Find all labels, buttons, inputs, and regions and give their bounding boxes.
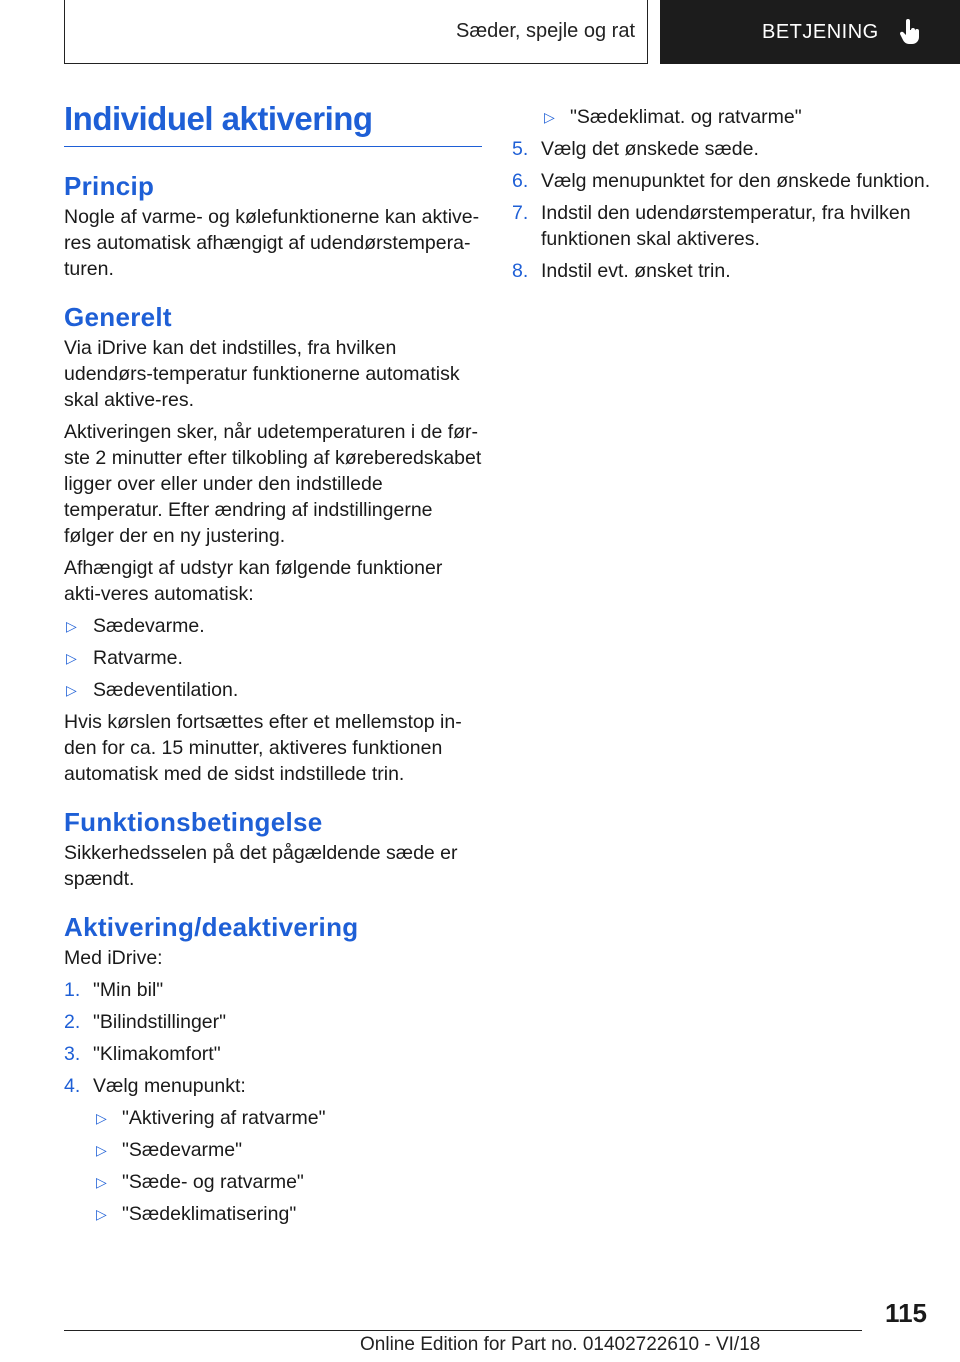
list-item: 1. "Min bil" xyxy=(64,979,164,1001)
list-item: 8. Indstil evt. ønsket trin. xyxy=(512,260,731,282)
heading-funktionsbetingelse: Funktionsbetingelse xyxy=(64,807,323,837)
list-item: 5. Vælg det ønskede sæde. xyxy=(512,138,759,160)
generelt-paragraph-4: Hvis kørslen fortsættes efter et mellemstop in-den for ca. 15 minutter, aktiveres funktionen automatisk med de sidst indstillede trin. xyxy=(64,711,462,785)
generelt-paragraph-2: Aktiveringen sker, når udetemperaturen i de før-ste 2 minutter efter tilkobling af køreberedskabet ligger over eller under den indstillede temperatur. Efter ændring af indstillingerne følger der en ny justering. xyxy=(64,421,482,547)
list-item: 7. Indstil den udendørstemperatur, fra hvilken funktionen skal aktiveres. xyxy=(512,202,911,250)
list-item: 2. "Bilindstillinger" xyxy=(64,1011,227,1033)
list-item: ▷ "Sædeklimat. og ratvarme" xyxy=(544,106,802,128)
heading-aktivering: Aktivering/deaktivering xyxy=(64,912,359,942)
menu-options-list-cont xyxy=(512,104,932,130)
header-chapter-title: BETJENING xyxy=(762,20,879,43)
list-item: ▷ Sædeventilation. xyxy=(66,679,239,701)
page-title: Individuel aktivering xyxy=(64,100,482,147)
triangle-bullet-icon: ▷ xyxy=(66,682,77,698)
list-item: ▷ "Aktivering af ratvarme" xyxy=(96,1107,326,1129)
funktionsbetingelse-text: Sikkerhedsselen på det pågældende sæde er spændt. xyxy=(64,842,458,890)
generelt-paragraph-1: Via iDrive kan det indstilles, fra hvilken udendørs-temperatur funktionerne automatisk skal aktive-res. xyxy=(64,337,460,411)
list-item: ▷ "Sædevarme" xyxy=(96,1139,243,1161)
generelt-paragraph-3: Afhængigt af udstyr kan følgende funktioner akti-veres automatisk: xyxy=(64,557,443,605)
steps-list-cont xyxy=(512,136,932,284)
function-list xyxy=(64,613,482,703)
triangle-bullet-icon: ▷ xyxy=(96,1174,107,1190)
header-section-title: Sæder, spejle og rat xyxy=(456,20,635,42)
list-item: ▷ "Sædeklimatisering" xyxy=(96,1203,297,1225)
header-chapter-tab[interactable] xyxy=(660,0,960,64)
menu-options-list xyxy=(64,1105,482,1227)
princip-text: Nogle af varme- og kølefunktionerne kan aktive-res automatisk afhængigt af udendørstempera-turen. xyxy=(64,206,480,280)
list-item: ▷ Ratvarme. xyxy=(66,647,183,669)
list-item: 6. Vælg menupunktet for den ønskede funktion. xyxy=(512,170,931,192)
steps-list xyxy=(64,977,482,1099)
triangle-bullet-icon: ▷ xyxy=(96,1206,107,1222)
aktivering-intro: Med iDrive: xyxy=(64,947,163,969)
right-column xyxy=(512,100,932,284)
list-item: 3. "Klimakomfort" xyxy=(64,1043,221,1065)
footer-edition: Online Edition for Part no. 01402722610 - VI/18 xyxy=(360,1334,761,1355)
triangle-bullet-icon: ▷ xyxy=(544,109,555,125)
heading-princip: Princip xyxy=(64,171,155,201)
header-section-tab xyxy=(64,0,648,64)
footer-divider xyxy=(64,1330,862,1331)
list-item: 4. Vælg menupunkt: xyxy=(64,1075,246,1097)
triangle-bullet-icon: ▷ xyxy=(96,1110,107,1126)
hand-pointer-icon xyxy=(899,19,921,45)
triangle-bullet-icon: ▷ xyxy=(66,618,77,634)
list-item: ▷ Sædevarme. xyxy=(66,615,205,637)
triangle-bullet-icon: ▷ xyxy=(96,1142,107,1158)
left-column xyxy=(64,100,482,1227)
page-number: 115 xyxy=(885,1298,927,1328)
list-item: ▷ "Sæde- og ratvarme" xyxy=(96,1171,304,1193)
triangle-bullet-icon: ▷ xyxy=(66,650,77,666)
heading-generelt: Generelt xyxy=(64,302,172,332)
